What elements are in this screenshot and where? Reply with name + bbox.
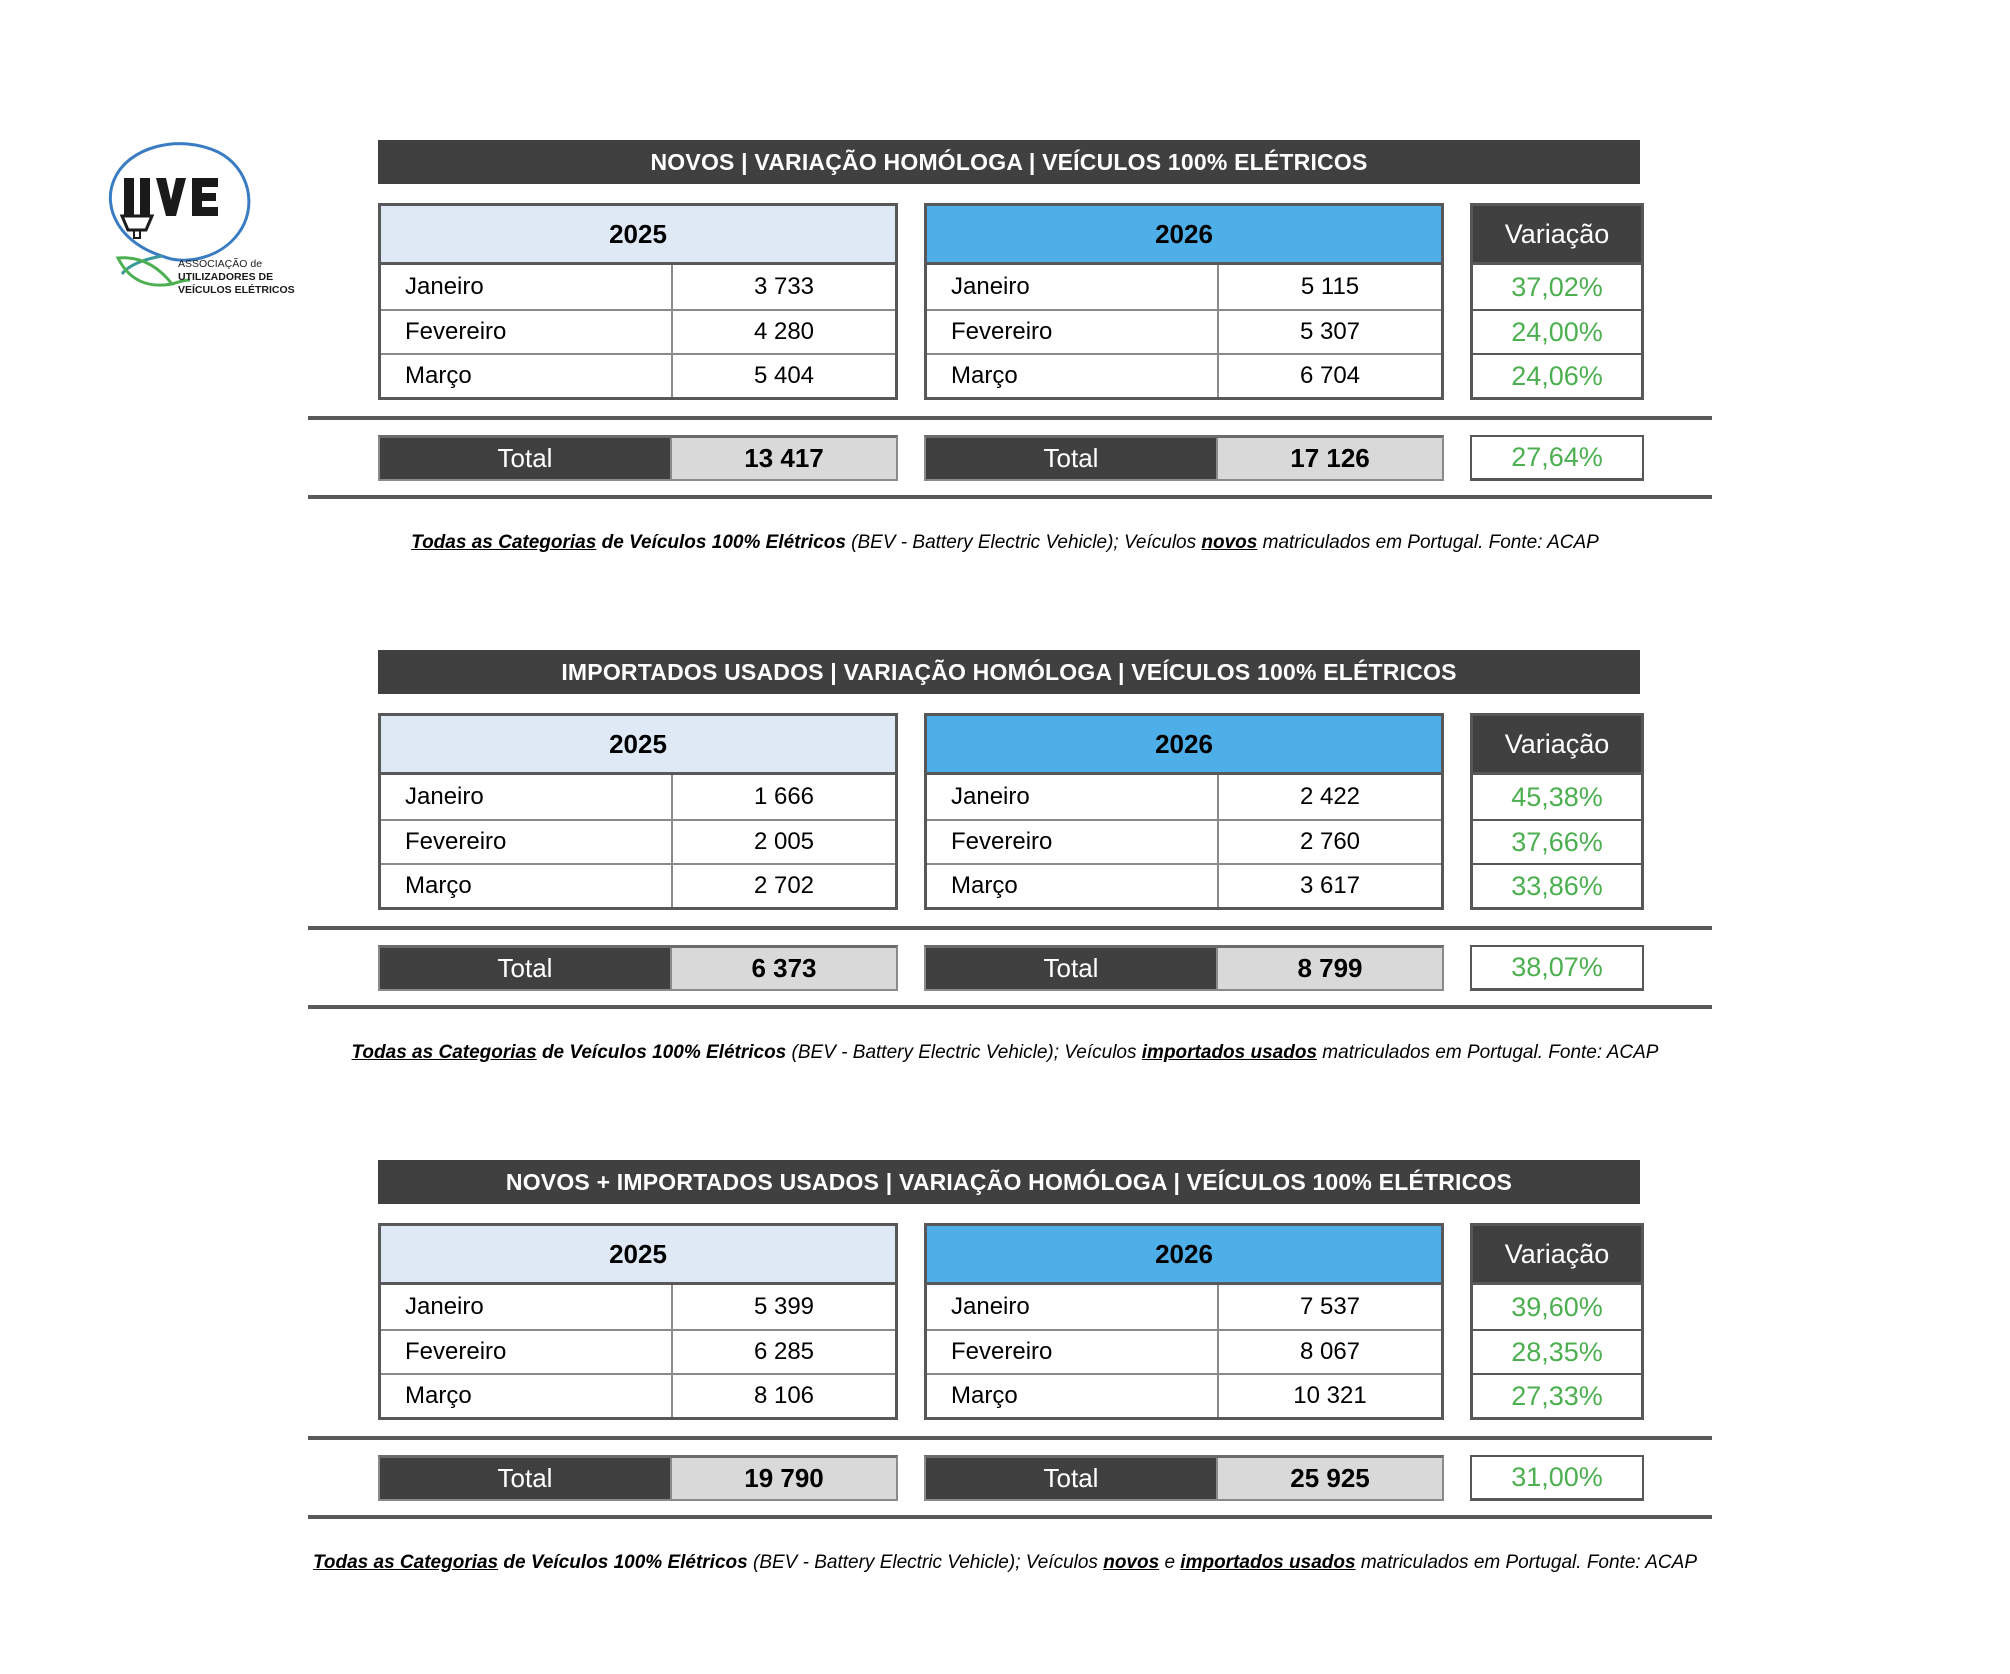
logo-line-3: VEÍCULOS ELÉTRICOS bbox=[178, 284, 295, 296]
divider-bottom bbox=[308, 495, 1712, 499]
comparison-section-2 bbox=[0, 650, 2010, 1150]
table-row bbox=[381, 775, 895, 819]
year-2025-header: 2025 bbox=[381, 716, 895, 775]
month-value: 1 666 bbox=[753, 783, 815, 810]
variation-value: 37,02% bbox=[1511, 271, 1603, 302]
total-2025 bbox=[378, 945, 898, 991]
footnote-conj: e bbox=[1159, 1552, 1181, 1573]
month-value: 2 422 bbox=[1299, 783, 1361, 810]
footnote-desc: (BEV - Battery Electric Vehicle); Veículos bbox=[786, 1042, 1142, 1063]
month-value: 4 280 bbox=[753, 318, 815, 345]
footnote-type-1: novos bbox=[1201, 532, 1258, 553]
month-value: 5 399 bbox=[753, 1293, 815, 1320]
table-row bbox=[927, 1329, 1441, 1373]
year-2026-table bbox=[924, 1223, 1444, 1420]
month-value: 6 704 bbox=[1299, 362, 1361, 389]
section-title-text: NOVOS + IMPORTADOS USADOS | VARIAÇÃO HOMÓLOGA | VEÍCULOS 100% ELÉTRICOS bbox=[505, 1168, 1513, 1195]
variation-value: 33,86% bbox=[1473, 863, 1641, 907]
section-title bbox=[378, 140, 1640, 184]
variation-value: 24,00% bbox=[1473, 309, 1641, 353]
month-value: 5 115 bbox=[1300, 273, 1360, 300]
month-label: Março bbox=[381, 865, 673, 907]
section-title bbox=[378, 1160, 1640, 1204]
total-value: 13 417 bbox=[672, 438, 896, 479]
footnote bbox=[0, 532, 2010, 554]
total-label: Total bbox=[926, 948, 1218, 989]
table-row bbox=[927, 265, 1441, 309]
year-2026-header: 2026 bbox=[927, 206, 1441, 265]
total-label: Total bbox=[380, 438, 672, 479]
month-label: Fevereiro bbox=[927, 1331, 1219, 1373]
footnote-bev: de Veículos 100% Elétricos bbox=[498, 1552, 748, 1573]
table-row bbox=[927, 1373, 1441, 1417]
section-title bbox=[378, 650, 1640, 694]
variation-value: 39,60% bbox=[1511, 1291, 1603, 1322]
comparison-section-1 bbox=[0, 140, 2010, 640]
footnote-bev: de Veículos 100% Elétricos bbox=[596, 532, 846, 553]
year-2026-table bbox=[924, 203, 1444, 400]
footnote-type-2: importados usados bbox=[1180, 1552, 1356, 1573]
year-2026-header: 2026 bbox=[927, 1226, 1441, 1285]
comparison-section-3 bbox=[0, 1160, 2010, 1660]
footnote bbox=[0, 1552, 2010, 1574]
total-label: Total bbox=[926, 1458, 1218, 1499]
variation-table bbox=[1470, 1223, 1644, 1420]
table-row bbox=[927, 775, 1441, 819]
month-value: 8 106 bbox=[753, 1382, 815, 1409]
variation-header: Variação bbox=[1473, 716, 1641, 775]
footnote bbox=[0, 1042, 2010, 1064]
month-label: Janeiro bbox=[381, 265, 673, 309]
month-label: Fevereiro bbox=[381, 311, 673, 353]
total-label: Total bbox=[380, 1458, 672, 1499]
footnote-source: matriculados em Portugal. Fonte: ACAP bbox=[1257, 532, 1599, 553]
variation-value: 27,33% bbox=[1473, 1373, 1641, 1417]
footnote-desc: (BEV - Battery Electric Vehicle); Veículos bbox=[747, 1552, 1104, 1573]
variation-table bbox=[1470, 203, 1644, 400]
month-label: Janeiro bbox=[381, 775, 673, 819]
month-label: Janeiro bbox=[381, 1285, 673, 1329]
variation-table bbox=[1470, 713, 1644, 910]
variation-value: 28,35% bbox=[1473, 1329, 1641, 1373]
total-variation: 27,64% bbox=[1470, 435, 1644, 481]
month-label: Janeiro bbox=[927, 775, 1219, 819]
table-row bbox=[381, 265, 895, 309]
total-2025 bbox=[378, 435, 898, 481]
month-label: Janeiro bbox=[927, 265, 1219, 309]
month-label: Fevereiro bbox=[927, 311, 1219, 353]
month-value: 3 733 bbox=[753, 273, 815, 300]
month-value: 10 321 bbox=[1293, 1382, 1367, 1409]
month-value: 3 617 bbox=[1299, 872, 1361, 899]
footnote-source: matriculados em Portugal. Fonte: ACAP bbox=[1317, 1042, 1659, 1063]
total-2026 bbox=[924, 1455, 1444, 1501]
table-row bbox=[381, 1329, 895, 1373]
footnote-source: matriculados em Portugal. Fonte: ACAP bbox=[1355, 1552, 1697, 1573]
table-row bbox=[381, 819, 895, 863]
year-2025-table bbox=[378, 1223, 898, 1420]
year-2026-header: 2026 bbox=[927, 716, 1441, 775]
total-value: 19 790 bbox=[672, 1458, 896, 1499]
variation-value: 24,06% bbox=[1473, 353, 1641, 397]
variation-value: 37,66% bbox=[1473, 819, 1641, 863]
month-value: 2 760 bbox=[1299, 828, 1361, 855]
total-2026 bbox=[924, 435, 1444, 481]
table-row bbox=[381, 1373, 895, 1417]
footnote-desc: (BEV - Battery Electric Vehicle); Veículos bbox=[845, 532, 1202, 553]
footnote-bev: de Veículos 100% Elétricos bbox=[536, 1042, 787, 1063]
divider-top bbox=[308, 1436, 1712, 1440]
divider-top bbox=[308, 926, 1712, 930]
month-label: Março bbox=[381, 355, 673, 397]
total-variation: 31,00% bbox=[1470, 1455, 1644, 1501]
table-row bbox=[927, 863, 1441, 907]
table-row bbox=[927, 309, 1441, 353]
year-2025-table bbox=[378, 713, 898, 910]
variation-header: Variação bbox=[1473, 206, 1641, 265]
month-value: 8 067 bbox=[1299, 1338, 1361, 1365]
total-value: 25 925 bbox=[1218, 1458, 1442, 1499]
month-label: Fevereiro bbox=[381, 1331, 673, 1373]
month-label: Fevereiro bbox=[927, 821, 1219, 863]
footnote-categories: Todas as Categorias bbox=[351, 1042, 537, 1063]
logo-line-2: UTILIZADORES DE bbox=[178, 271, 274, 283]
total-value: 6 373 bbox=[672, 948, 896, 989]
month-label: Março bbox=[927, 355, 1219, 397]
section-title-text: NOVOS | VARIAÇÃO HOMÓLOGA | VEÍCULOS 100% ELÉTRICOS bbox=[650, 148, 1368, 175]
year-2025-header: 2025 bbox=[381, 206, 895, 265]
month-label: Março bbox=[927, 1375, 1219, 1417]
month-value: 5 404 bbox=[753, 362, 815, 389]
table-row bbox=[927, 819, 1441, 863]
total-label: Total bbox=[380, 948, 672, 989]
variation-header: Variação bbox=[1473, 1226, 1641, 1285]
total-value: 8 799 bbox=[1218, 948, 1442, 989]
year-2025-header: 2025 bbox=[381, 1226, 895, 1285]
month-label: Janeiro bbox=[927, 1285, 1219, 1329]
year-2025-table bbox=[378, 203, 898, 400]
table-row bbox=[381, 1285, 895, 1329]
year-2026-table bbox=[924, 713, 1444, 910]
total-value: 17 126 bbox=[1218, 438, 1442, 479]
footnote-categories: Todas as Categorias bbox=[312, 1552, 499, 1573]
table-row bbox=[927, 1285, 1441, 1329]
divider-bottom bbox=[308, 1005, 1712, 1009]
total-2025 bbox=[378, 1455, 898, 1501]
month-label: Fevereiro bbox=[381, 821, 673, 863]
footnote-categories: Todas as Categorias bbox=[411, 532, 597, 553]
logo-line-1: ASSOCIAÇÃO de bbox=[178, 258, 263, 270]
month-value: 2 702 bbox=[753, 872, 815, 899]
month-label: Março bbox=[927, 865, 1219, 907]
month-value: 5 307 bbox=[1299, 318, 1361, 345]
divider-bottom bbox=[308, 1515, 1712, 1519]
month-value: 7 537 bbox=[1299, 1293, 1361, 1320]
footnote-type-1: novos bbox=[1103, 1552, 1160, 1573]
total-variation: 38,07% bbox=[1470, 945, 1644, 991]
month-label: Março bbox=[381, 1375, 673, 1417]
total-2026 bbox=[924, 945, 1444, 991]
table-row bbox=[381, 309, 895, 353]
month-value: 6 285 bbox=[753, 1338, 815, 1365]
total-label: Total bbox=[926, 438, 1218, 479]
footnote-type-1: importados usados bbox=[1141, 1042, 1318, 1063]
table-row bbox=[381, 863, 895, 907]
table-row bbox=[381, 353, 895, 397]
month-value: 2 005 bbox=[753, 828, 815, 855]
section-title-text: IMPORTADOS USADOS | VARIAÇÃO HOMÓLOGA | VEÍCULOS 100% ELÉTRICOS bbox=[561, 658, 1457, 685]
variation-value: 45,38% bbox=[1511, 781, 1603, 812]
divider-top bbox=[308, 416, 1712, 420]
table-row bbox=[927, 353, 1441, 397]
